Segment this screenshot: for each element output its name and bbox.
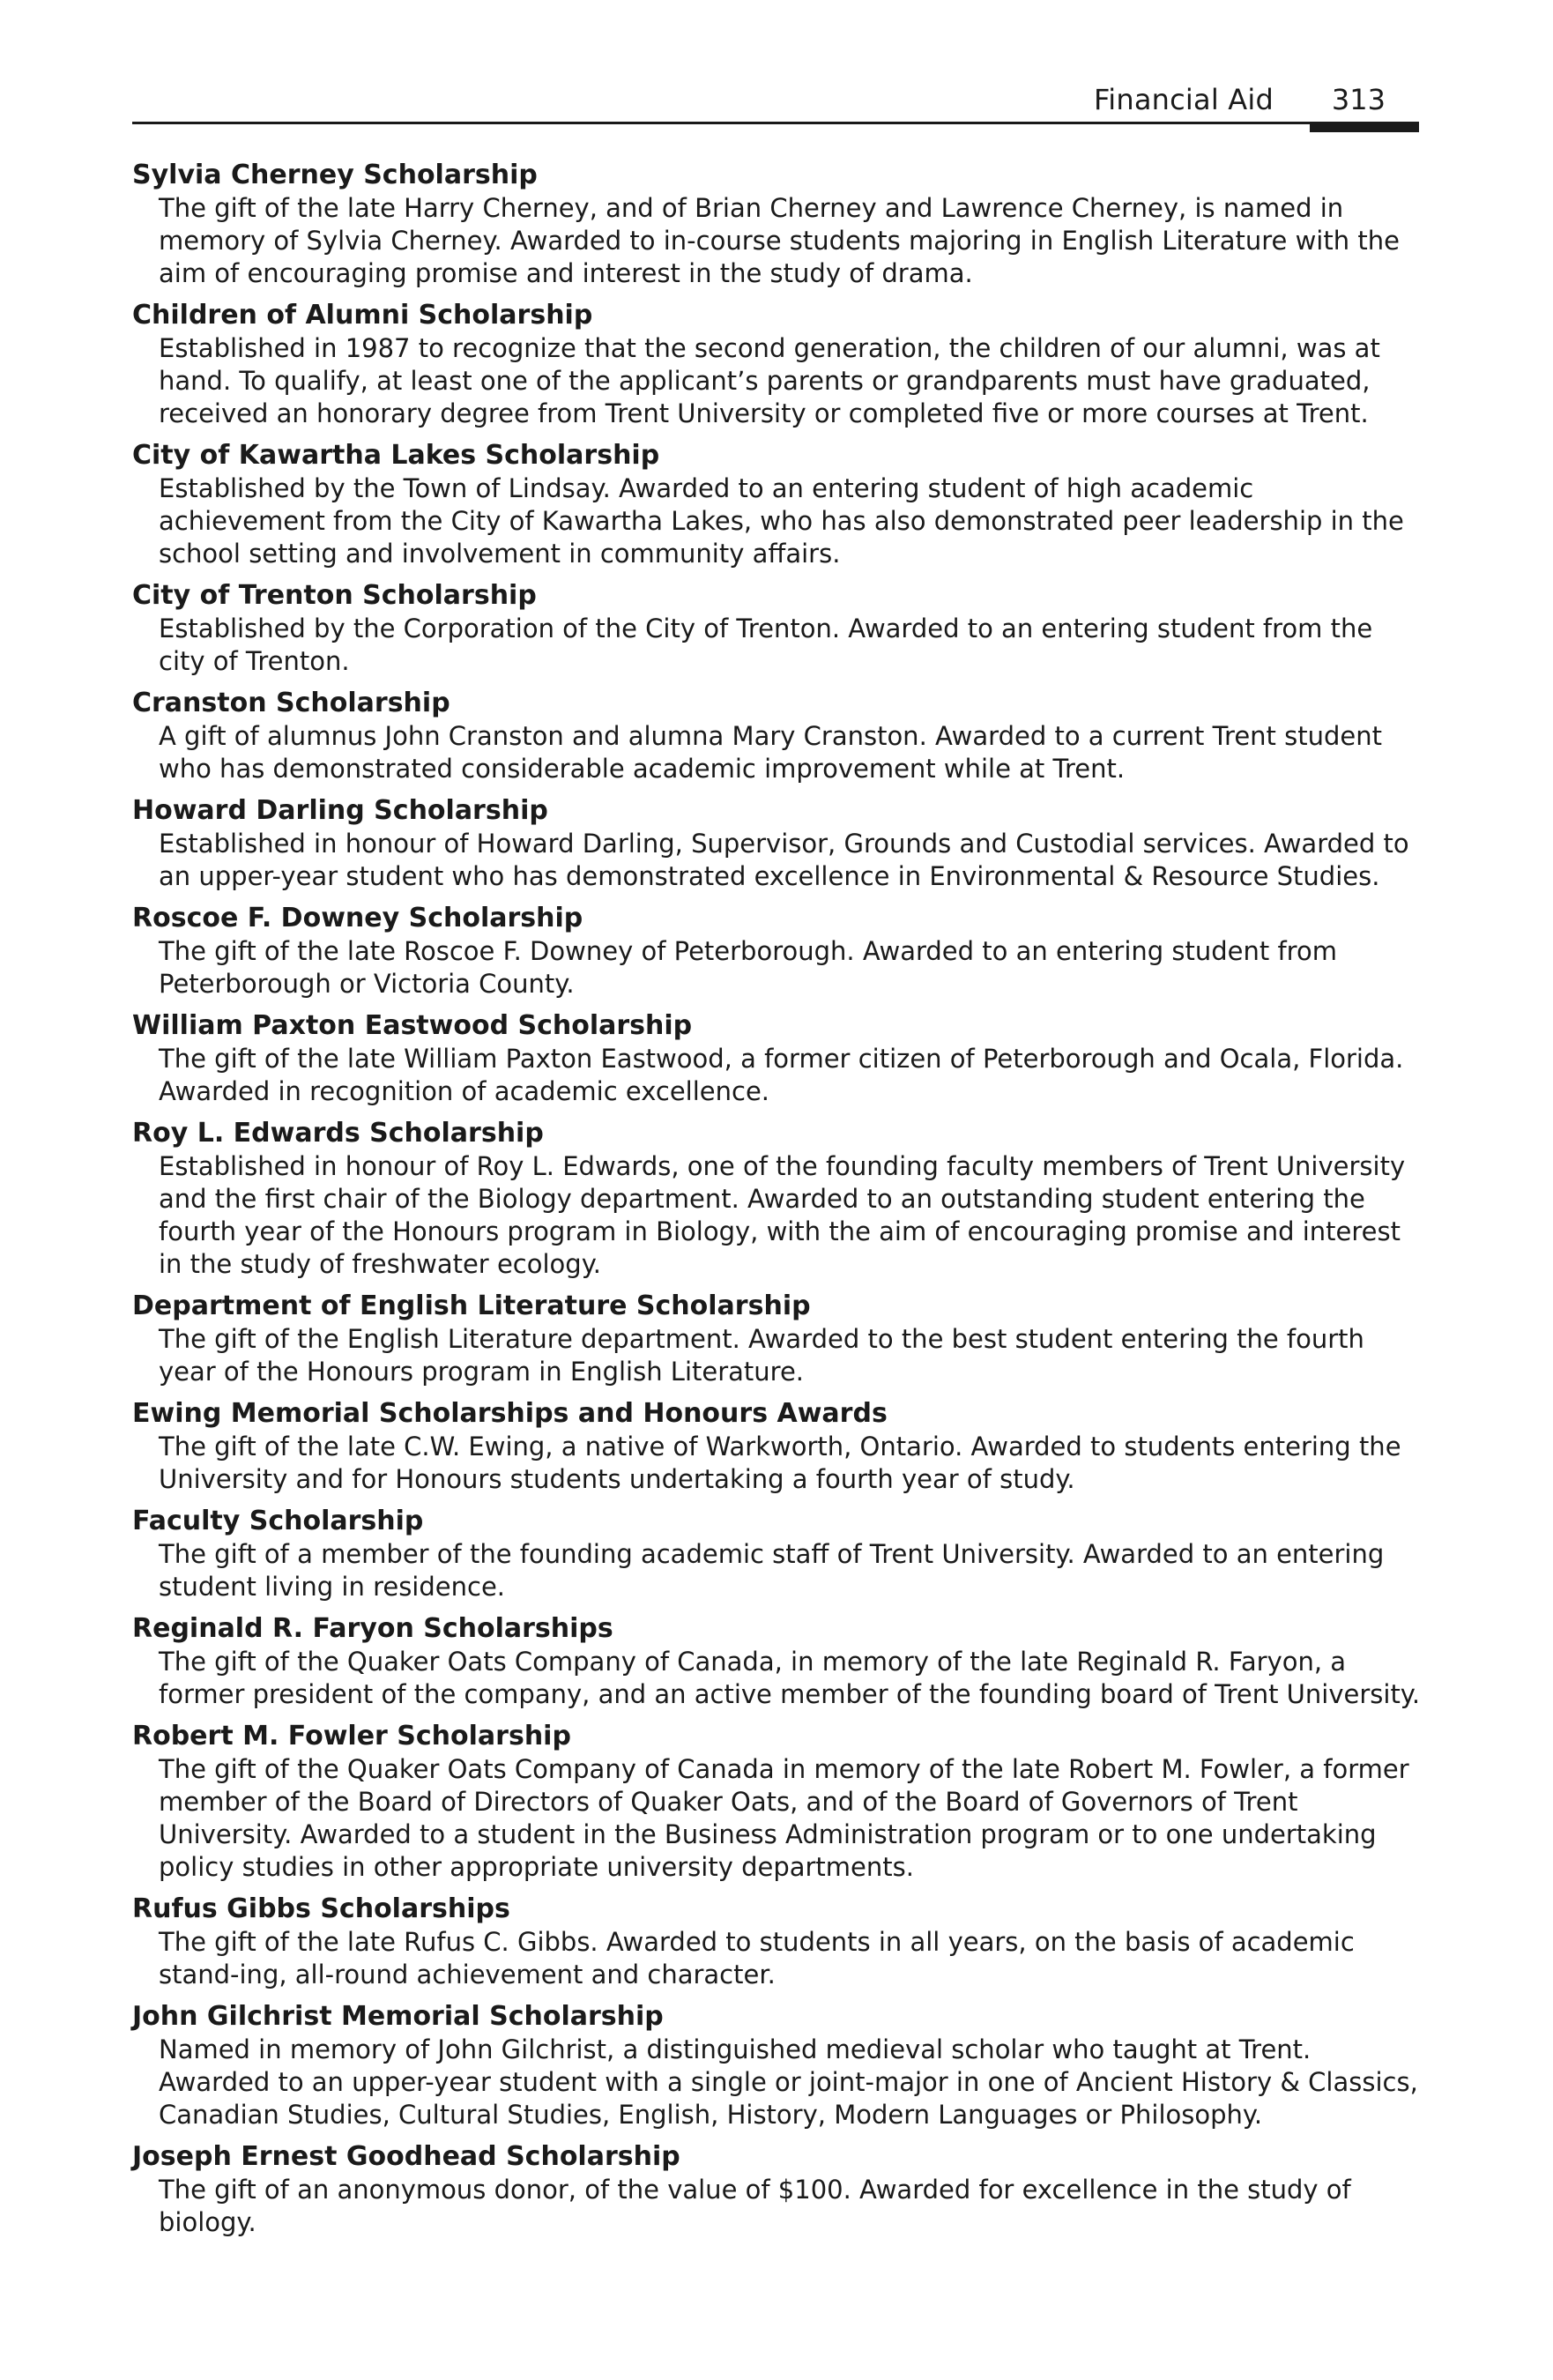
scholarship-title: City of Kawartha Lakes Scholarship [132, 440, 660, 471]
scholarship-title: Sylvia Cherney Scholarship [132, 160, 538, 190]
scholarship-description: The gift of the English Literature department. Awarded to the best student entering the fourth year of the Honours program in English Literature. [159, 1324, 1364, 1387]
scholarship-description: The gift of the late Roscoe F. Downey of Peterborough. Awarded to an entering student from Peterborough or Victoria County. [159, 936, 1337, 999]
scholarship-list [132, 159, 1421, 2248]
scholarship-entry [132, 2000, 1421, 2131]
scholarship-title: John Gilchrist Memorial Scholarship [132, 2001, 664, 2032]
scholarship-entry [132, 2140, 1421, 2239]
scholarship-description: Named in memory of John Gilchrist, a distinguished medieval scholar who taught at Trent. Awarded to an upper-year student with a single or joint-major in one of Ancient History & Classics, Canadian Studies, Cultural Studies, English, History, Modern Languages or Philosophy. [159, 2034, 1418, 2130]
scholarship-title: Roscoe F. Downey Scholarship [132, 903, 583, 933]
scholarship-entry [132, 1117, 1421, 1281]
scholarship-description: The gift of the late Rufus C. Gibbs. Awarded to students in all years, on the basis of academic stand-ing, all-round achievement and character. [159, 1927, 1355, 1990]
scholarship-title: Children of Alumni Scholarship [132, 300, 593, 331]
scholarship-entry [132, 1009, 1421, 1108]
scholarship-title: William Paxton Eastwood Scholarship [132, 1010, 693, 1041]
scholarship-entry [132, 902, 1421, 1000]
page-number: 313 [1331, 83, 1386, 116]
scholarship-description: Established in 1987 to recognize that the second generation, the children of our alumni, was at hand. To qualify, at least one of the applicant’s parents or grandparents must have graduated, received an honorary degree from Trent University or completed five or more courses at Trent. [159, 333, 1380, 428]
scholarship-title: Robert M. Fowler Scholarship [132, 1721, 571, 1752]
scholarship-description: The gift of the late C.W. Ewing, a native of Warkworth, Ontario. Awarded to students entering the University and for Honours students undertaking a fourth year of study. [159, 1432, 1401, 1494]
scholarship-description: Established by the Corporation of the City of Trenton. Awarded to an entering student from the city of Trenton. [159, 614, 1373, 676]
scholarship-entry [132, 159, 1421, 290]
scholarship-title: Joseph Ernest Goodhead Scholarship [132, 2141, 680, 2172]
scholarship-entry [132, 1612, 1421, 1711]
scholarship-description: A gift of alumnus John Cranston and alumna Mary Cranston. Awarded to a current Trent student who has demonstrated considerable academic improvement while at Trent. [159, 721, 1383, 784]
scholarship-entry [132, 1397, 1421, 1496]
scholarship-title: Reginald R. Faryon Scholarships [132, 1613, 613, 1644]
scholarship-description: The gift of the Quaker Oats Company of Canada, in memory of the late Reginald R. Faryon, a former president of the company, and an active member of the founding board of Trent University. [159, 1647, 1421, 1709]
scholarship-entry [132, 1505, 1421, 1603]
scholarship-entry [132, 1290, 1421, 1388]
scholarship-title: Rufus Gibbs Scholarships [132, 1893, 510, 1924]
scholarship-title: Faculty Scholarship [132, 1506, 424, 1536]
header-tab-bar [1310, 122, 1419, 132]
scholarship-entry [132, 439, 1421, 570]
scholarship-description: The gift of the late Harry Cherney, and of Brian Cherney and Lawrence Cherney, is named in memory of Sylvia Cherney. Awarded to in-course students majoring in English Literature with the aim of encouraging promise and interest in the study of drama. [159, 193, 1400, 288]
scholarship-entry [132, 794, 1421, 893]
scholarship-entry [132, 1893, 1421, 1991]
scholarship-description: The gift of an anonymous donor, of the value of $100. Awarded for excellence in the study of biology. [159, 2175, 1351, 2237]
header-rule [132, 122, 1419, 124]
scholarship-entry [132, 687, 1421, 785]
scholarship-title: Cranston Scholarship [132, 688, 450, 718]
scholarship-title: Department of English Literature Scholarship [132, 1290, 811, 1321]
scholarship-title: Howard Darling Scholarship [132, 795, 548, 826]
scholarship-description: The gift of the Quaker Oats Company of Canada in memory of the late Robert M. Fowler, a former member of the Board of Directors of Quaker Oats, and of the Board of Governors of Trent University. Awarded to a student in the Business Administration program or to one undertaking policy studies in other appropriate university departments. [159, 1754, 1409, 1882]
scholarship-description: The gift of a member of the founding academic staff of Trent University. Awarded to an entering student living in residence. [159, 1539, 1385, 1602]
scholarship-title: Ewing Memorial Scholarships and Honours Awards [132, 1398, 888, 1429]
scholarship-description: Established in honour of Roy L. Edwards, one of the founding faculty members of Trent University and the first chair of the Biology department. Awarded to an outstanding student entering the fourth year of the Honours program in Biology, with the aim of encouraging promise and interest in the study of freshwater ecology. [159, 1151, 1406, 1279]
scholarship-entry [132, 1720, 1421, 1884]
scholarship-title: Roy L. Edwards Scholarship [132, 1118, 544, 1149]
running-head-section: Financial Aid [1094, 83, 1274, 116]
page-header [132, 79, 1419, 132]
scholarship-description: The gift of the late William Paxton Eastwood, a former citizen of Peterborough and Ocala, Florida. Awarded in recognition of academic excellence. [159, 1044, 1404, 1106]
scholarship-entry [132, 299, 1421, 430]
scholarship-description: Established by the Town of Lindsay. Awarded to an entering student of high academic achievement from the City of Kawartha Lakes, who has also demonstrated peer leadership in the school setting and involvement in community affairs. [159, 473, 1404, 569]
scholarship-title: City of Trenton Scholarship [132, 580, 537, 611]
scholarship-description: Established in honour of Howard Darling, Supervisor, Grounds and Custodial services. Awarded to an upper-year student who has demonstrated excellence in Environmental & Resource Studies. [159, 829, 1409, 891]
scholarship-entry [132, 579, 1421, 678]
